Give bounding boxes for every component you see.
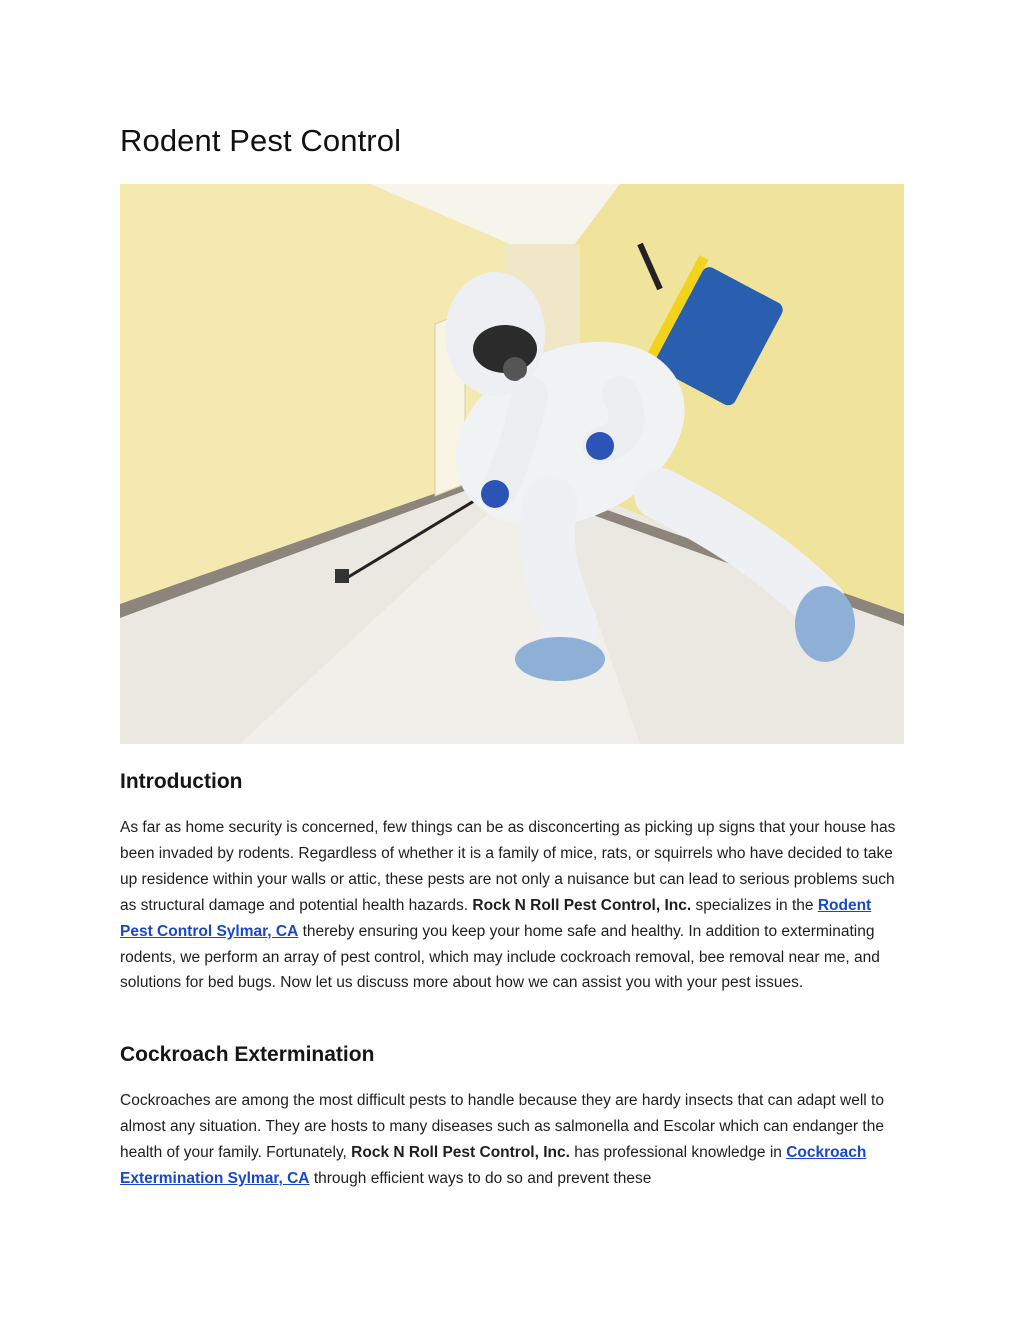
cockroach-text-1: Cockroaches are among the most difficult pests to handle because they are hardy insects that can adapt well to almost any situation. They are hosts to many diseases such as salmonella and Escolar which can endanger the health of your family. Fortunately, [120,1092,884,1161]
cockroach-paragraph [120,1088,904,1192]
cockroach-company-name: Rock N Roll Pest Control, Inc. [351,1143,570,1161]
page-title: Rodent Pest Control [120,123,402,158]
intro-text-3: thereby ensuring you keep your home safe and healthy. In addition to exterminating rodents, we perform an array of pest control, which may include cockroach removal, bee removal near me, and solutions for bed bugs. Now let us discuss more about how we can assist you with your pest issues. [120,922,880,992]
intro-text-1: As far as home security is concerned, few things can be as disconcerting as picking up signs that your house has been invaded by rodents. Regardless of whether it is a family of mice, rats, or squirrels who have decided to take up residence within your walls or attic, these pests are not only a nuisance but can lead to serious problems such as structural damage and potential health hazards. [120,819,896,914]
introduction-heading: Introduction [120,770,243,793]
rodent-pest-control-link[interactable]: Rodent Pest Control Sylmar, CA [120,896,872,940]
intro-company-name: Rock N Roll Pest Control, Inc. [472,896,692,914]
cockroach-heading: Cockroach Extermination [120,1043,375,1066]
intro-text-2: specializes in the [691,896,818,914]
hero-image [120,184,904,744]
introduction-paragraph [120,815,904,996]
cockroach-extermination-link[interactable]: Cockroach Extermination Sylmar, CA [120,1143,867,1187]
cockroach-text-3: through efficient ways to do so and prevent these [309,1169,652,1187]
hero-illustration [120,184,904,744]
cockroach-text-2: has professional knowledge in [569,1143,787,1161]
